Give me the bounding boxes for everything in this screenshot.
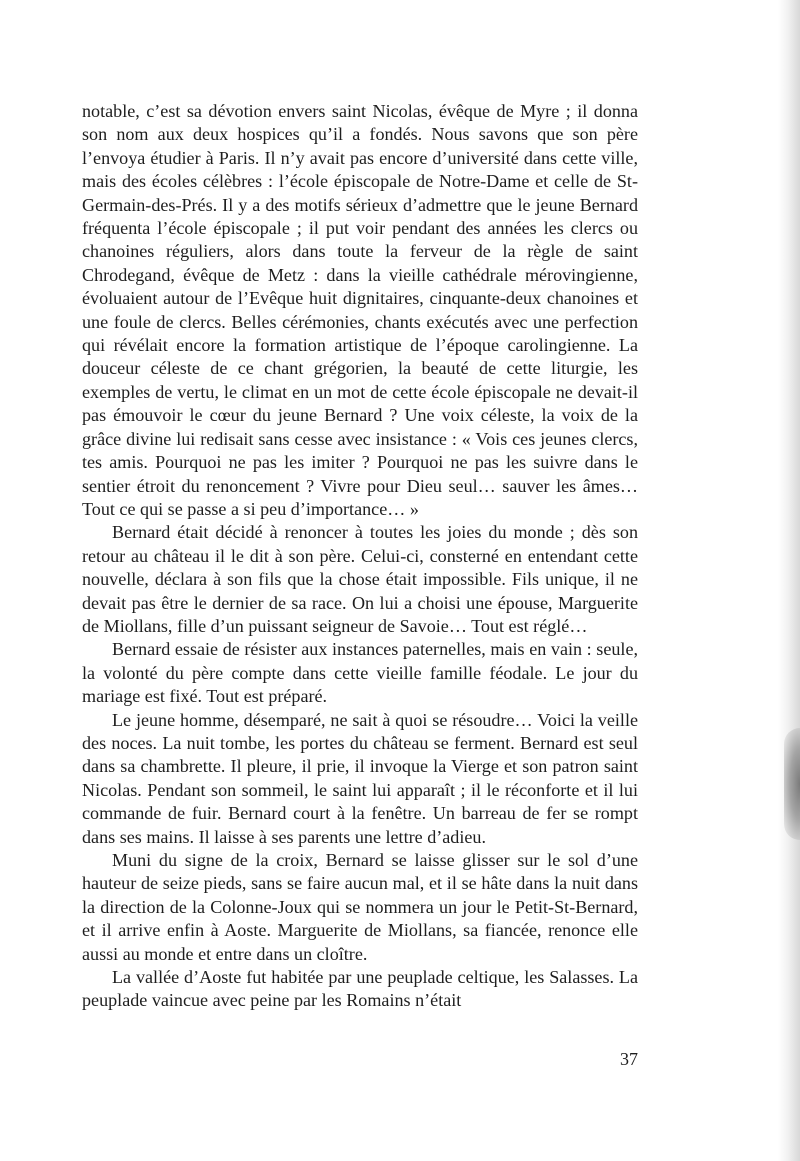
paragraph-1: notable, c’est sa dévotion envers saint Nicolas, évêque de Myre ; il donna son nom aux deux hospices qu’il a fondés. Nous savons que son père l’envoya étudier à Paris. Il n’y avait pas encore d’université dans cette ville, mais des écoles célèbres : l’école épiscopale de Notre-Dame et celle de St-Germain-des-Prés. Il y a des motifs sérieux d’admettre que le jeune Bernard fréquenta l’école épiscopale ; il put voir pendant des années les clercs ou chanoines réguliers, alors dans toute la ferveur de la règle de saint Chrodegand, évêque de Metz : dans la vieille cathédrale mérovingienne, évoluaient autour de l’Evêque huit dignitaires, cinquante-deux chanoines et une foule de clercs. Belles cérémonies, chants exécutés avec une perfection qui révélait encore la formation artistique de l’époque carolingienne. La douceur céleste de ce chant grégorien, la beauté de cette liturgie, les exemples de vertu, le climat en un mot de cette école épiscopale ne devait-il pas émouvoir le cœur du jeune Bernard ? Une voix céleste, la voix de la grâce divine lui redisait sans cesse avec insistance : « Vois ces jeunes clercs, tes amis. Pourquoi ne pas les imiter ? Pourquoi ne pas les suivre dans le sentier étroit du renoncement ? Vivre pour Dieu seul… sauver les âmes… Tout ce qui se passe a si peu d’importance… » [82,101,638,519]
paragraph-5: Muni du signe de la croix, Bernard se laisse glisser sur le sol d’une hauteur de seize pieds, sans se faire aucun mal, et il se hâte dans la nuit dans la direction de la Colonne-Joux qui se nommera un jour le Petit-St-Bernard, et il arrive enfin à Aoste. Marguerite de Miollans, sa fiancée, renonce elle aussi au monde et entre dans un cloître. [82,850,638,964]
scan-thumb-shadow [784,728,800,840]
body-text [82,100,638,1013]
paragraph-6: La vallée d’Aoste fut habitée par une peuplade celtique, les Salasses. La peuplade vaincue avec peine par les Romains n’était [82,967,638,1011]
scan-page-edge [778,0,800,1161]
paragraph-3: Bernard essaie de résister aux instances paternelles, mais en vain : seule, la volonté du père compte dans cette vieille famille féodale. Le jour du mariage est fixé. Tout est préparé. [82,639,638,707]
paragraph-2: Bernard était décidé à renoncer à toutes les joies du monde ; dès son retour au château il le dit à son père. Celui-ci, consterné en entendant cette nouvelle, déclara à son fils que la chose était impossible. Fils unique, il ne devait pas être le dernier de sa race. On lui a choisi une épouse, Marguerite de Miollans, fille d’un puissant seigneur de Savoie… Tout est réglé… [82,522,638,636]
page-number: 37 [620,1049,638,1069]
paragraph-4: Le jeune homme, désemparé, ne sait à quoi se résoudre… Voici la veille des noces. La nuit tombe, les portes du château se ferment. Bernard est seul dans sa chambrette. Il pleure, il prie, il invoque la Vierge et son patron saint Nicolas. Pendant son sommeil, le saint lui apparaît ; il le réconforte et il lui commande de fuir. Bernard court à la fenêtre. Un barreau de fer se rompt dans ses mains. Il laisse à ses parents une lettre d’adieu. [82,709,638,847]
